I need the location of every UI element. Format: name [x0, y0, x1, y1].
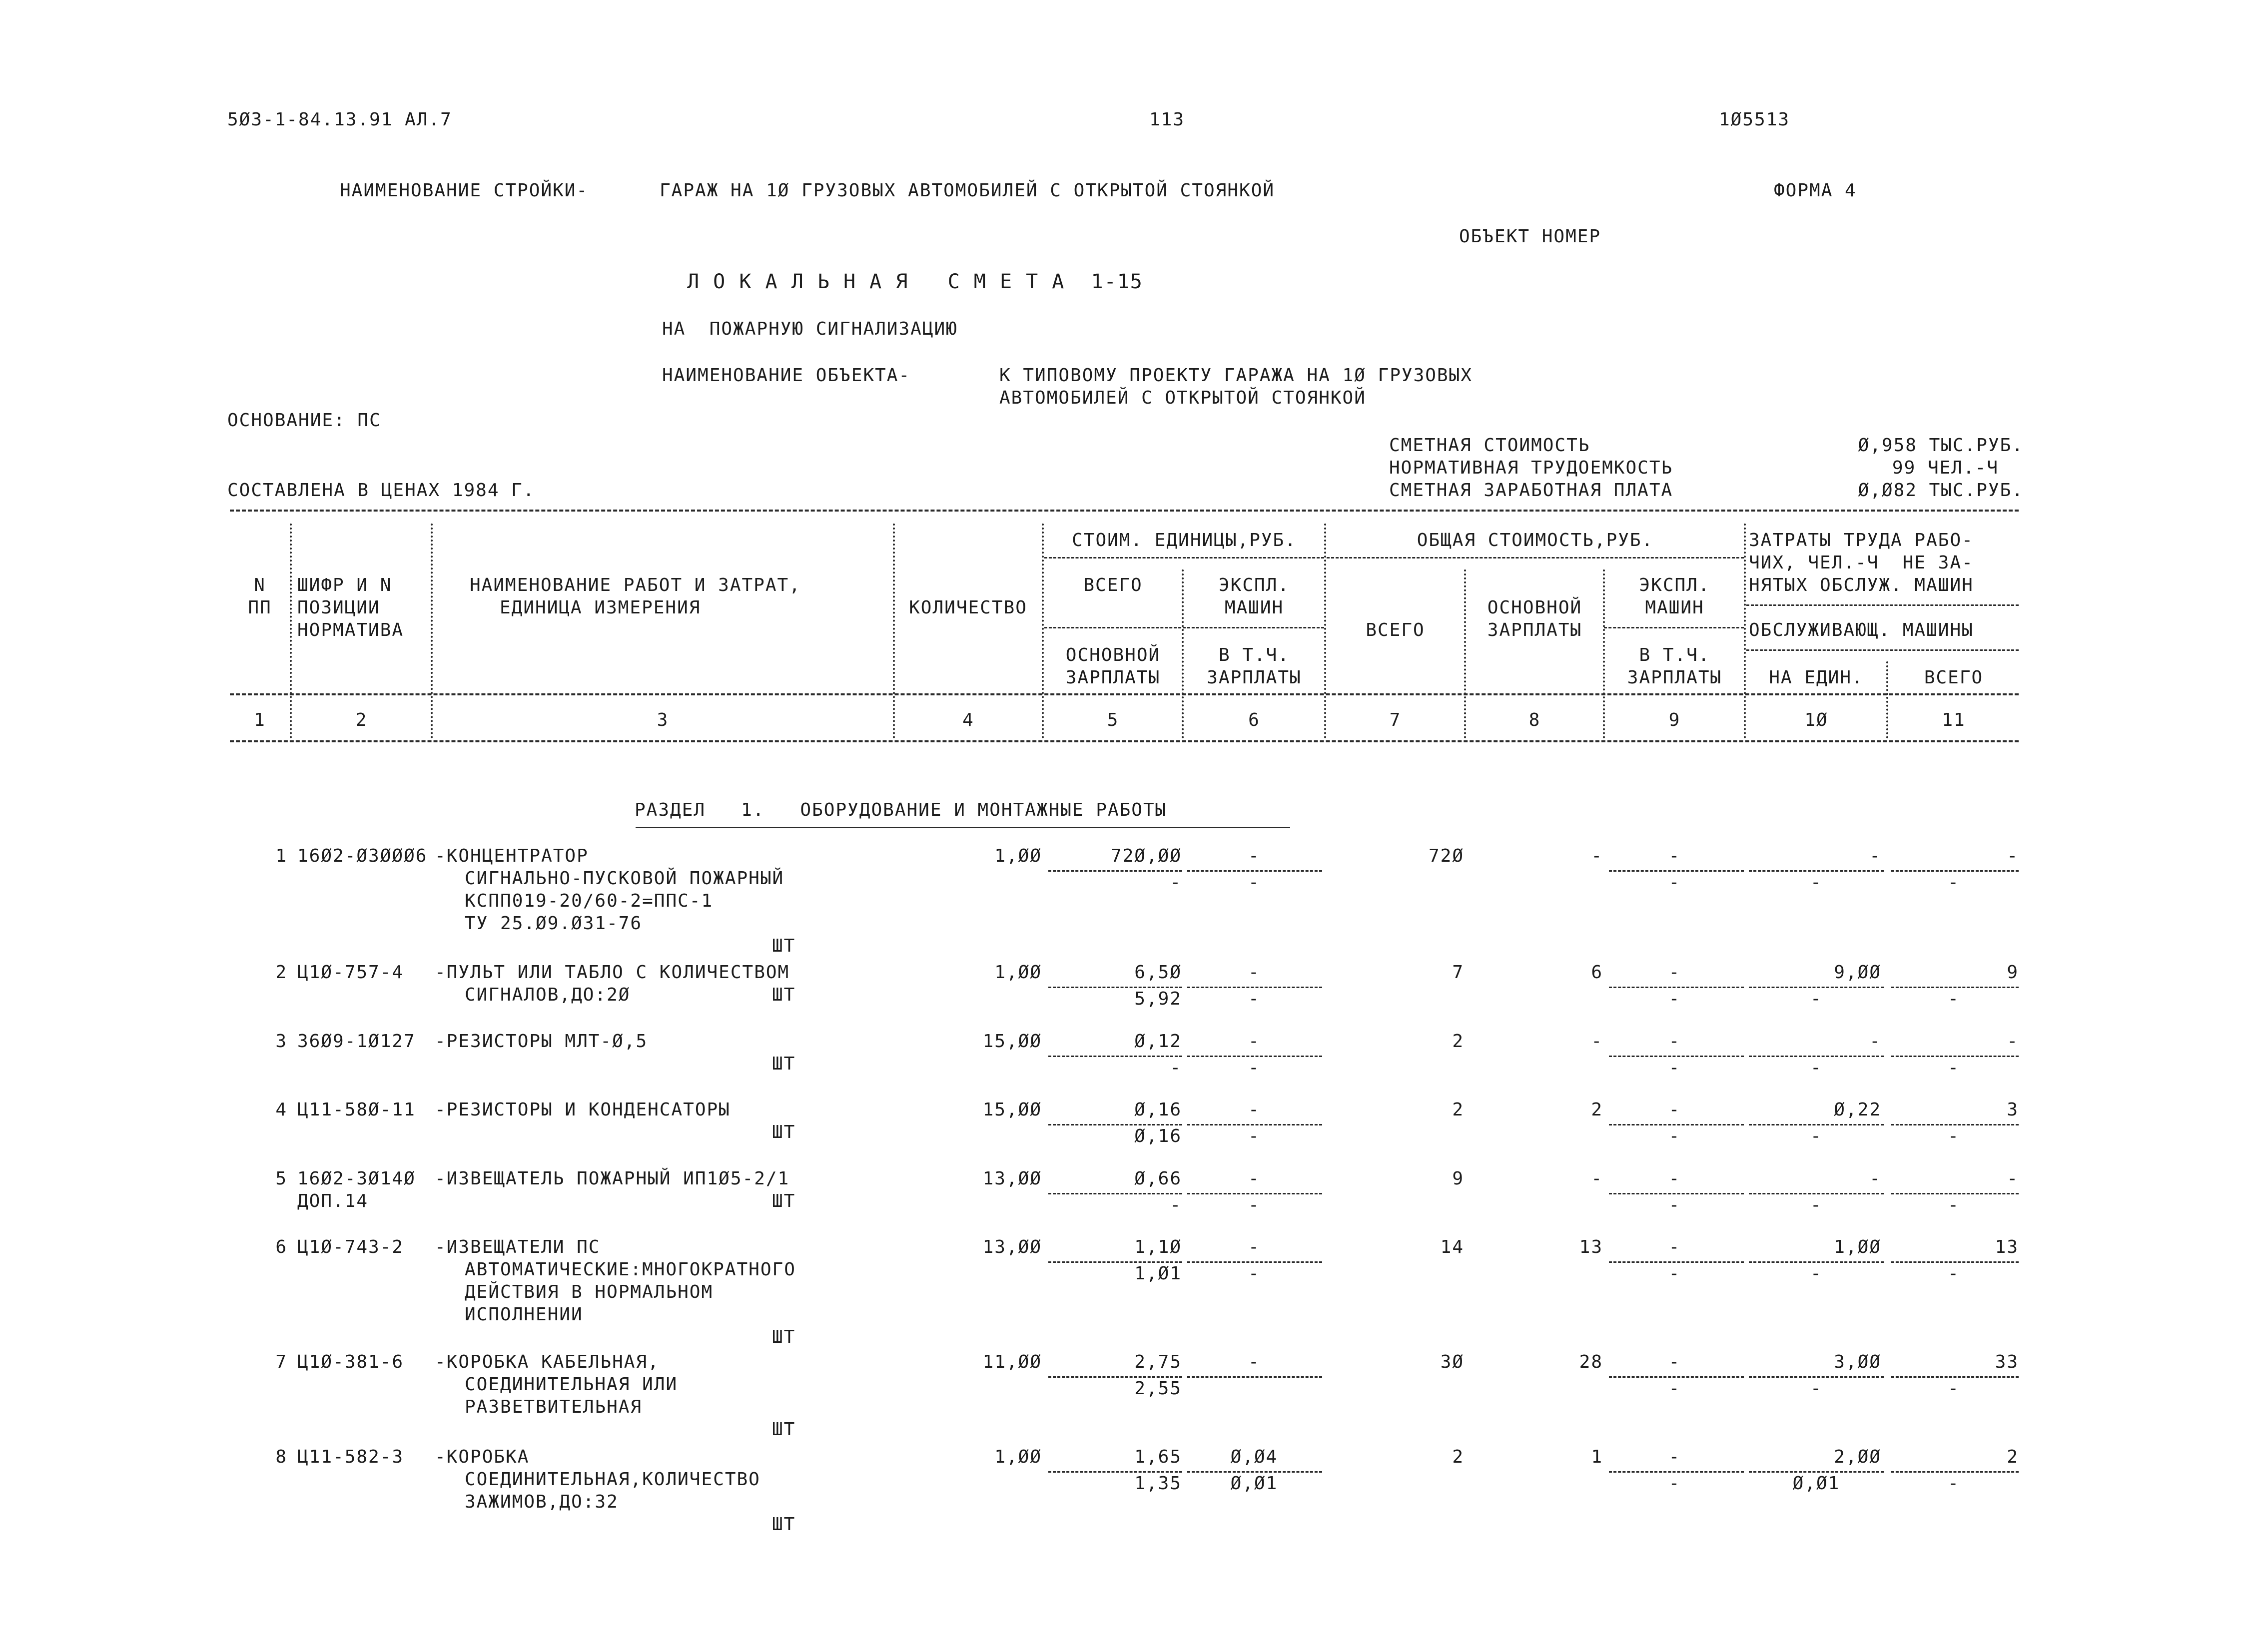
row-total-wage: - — [1591, 1168, 1603, 1189]
row-total-mach-wage: - — [1668, 989, 1681, 1009]
col4-head: КОЛИЧЕСТВО — [909, 597, 1027, 618]
row-labor-unit: 3,ØØ — [1834, 1352, 1881, 1372]
col2-head-3: НОРМАТИВА — [297, 620, 404, 640]
row-unit: ШТ — [772, 936, 796, 956]
row-unit-cost: 72Ø,ØØ — [1110, 846, 1182, 866]
row-total-mach: - — [1668, 1031, 1681, 1052]
col5-head: ВСЕГО — [1083, 575, 1143, 595]
row-quantity: 1,ØØ — [994, 846, 1042, 866]
row-code: Ц1Ø-381-6 — [297, 1352, 404, 1372]
row-code: 16Ø2-Ø3ØØØ6 — [297, 846, 428, 866]
unit-cost-rule — [1044, 557, 1324, 558]
labor-rule-2 — [1746, 649, 2019, 651]
row-name-line: РАЗВЕТВИТЕЛЬНАЯ — [465, 1397, 643, 1417]
row-name-line: КСПП019-20/60-2=ППС-1 — [465, 891, 714, 911]
col1-head-1: N — [254, 575, 266, 595]
row-quantity: 1,ØØ — [994, 1447, 1042, 1467]
unit-cost-head: СТОИМ. ЕДИНИЦЫ,РУБ. — [1072, 530, 1297, 551]
row-number: 6 — [275, 1237, 287, 1257]
row-quantity: 13,ØØ — [982, 1168, 1042, 1189]
colnum-1: 1 — [254, 710, 266, 730]
row-total: 3Ø — [1440, 1352, 1464, 1372]
row-name-line: -КОРОБКА — [435, 1447, 530, 1467]
row-quantity: 15,ØØ — [982, 1031, 1042, 1052]
row-total: 2 — [1452, 1100, 1464, 1120]
row-unit: ШТ — [772, 1327, 796, 1347]
estimate-title: Л О К А Л Ь Н А Я С М Е Т А 1-15 — [687, 270, 1143, 293]
col9b-head-2: ЗАРПЛАТЫ — [1627, 667, 1722, 688]
colnum-3: 3 — [657, 710, 669, 730]
row-unit-wage: 1,35 — [1134, 1473, 1182, 1494]
section-title: РАЗДЕЛ 1. ОБОРУДОВАНИЕ И МОНТАЖНЫЕ РАБОТЫ — [635, 800, 1167, 820]
row-labor-unit-b: - — [1810, 989, 1822, 1009]
row-code-extra: ДОП.14 — [297, 1191, 369, 1211]
row-labor-unit: Ø,22 — [1834, 1100, 1881, 1120]
row-total-wage: - — [1591, 1031, 1603, 1052]
row-labor-unit-b: - — [1810, 1126, 1822, 1146]
colnum-10: 1Ø — [1804, 710, 1828, 730]
row-unit-mach-wage: - — [1248, 989, 1260, 1009]
row-name-line: СИГНАЛОВ,ДО:2Ø — [465, 985, 631, 1005]
row-total-mach: - — [1668, 1168, 1681, 1189]
row-total-mach-wage: - — [1668, 1058, 1681, 1078]
row-total-mach: - — [1668, 1447, 1681, 1467]
summary-value-1: Ø,958 ТЫС.РУБ. — [1858, 435, 2024, 456]
page-number: 113 — [1149, 109, 1185, 130]
labor-head-2: ЧИХ, ЧЕЛ.-Ч НЕ ЗА- — [1749, 552, 1974, 573]
row-unit-mach: - — [1248, 846, 1260, 866]
col-sep-9 — [1744, 524, 1746, 738]
row-unit-wage: - — [1170, 1058, 1182, 1078]
col-sep-10 — [1886, 661, 1888, 738]
row-labor-total-b: - — [1948, 1195, 1960, 1215]
row-labor-unit: - — [1869, 1031, 1881, 1052]
row-labor-total: 13 — [1995, 1237, 2019, 1257]
row-unit-mach: - — [1248, 1352, 1260, 1372]
row-labor-unit: 2,ØØ — [1834, 1447, 1881, 1467]
row-name-line: СОЕДИНИТЕЛЬНАЯ,КОЛИЧЕСТВО — [465, 1469, 760, 1490]
colnum-5: 5 — [1107, 710, 1119, 730]
row-unit-mach-wage: - — [1248, 1126, 1260, 1146]
colnum-11: 11 — [1942, 710, 1966, 730]
row-unit-cost: 2,75 — [1134, 1352, 1182, 1372]
unit-cost-rule-2 — [1044, 627, 1324, 628]
row-labor-total-b: - — [1948, 1126, 1960, 1146]
form-label: ФОРМА 4 — [1774, 180, 1857, 201]
row-unit-mach: - — [1248, 1100, 1260, 1120]
row-total-mach-wage: - — [1668, 1195, 1681, 1215]
row-unit-wage: - — [1170, 872, 1182, 893]
col-sep-4 — [1042, 524, 1044, 738]
row-name-line: -РЕЗИСТОРЫ МЛТ-Ø,5 — [435, 1031, 648, 1052]
row-labor-total: - — [2007, 846, 2019, 866]
row-labor-unit: - — [1869, 1168, 1881, 1189]
col-sep-6 — [1324, 524, 1326, 738]
mach-rule — [1604, 627, 1744, 628]
col-sep-2 — [431, 524, 433, 738]
row-unit-mach: - — [1248, 962, 1260, 983]
row-total-wage: 13 — [1579, 1237, 1603, 1257]
summary-value-2: 99 ЧЕЛ.-Ч — [1892, 458, 1999, 478]
row-total: 72Ø — [1428, 846, 1464, 866]
row-name-line: -КОРОБКА КАБЕЛЬНАЯ, — [435, 1352, 660, 1372]
col8-head-2: ЗАРПЛАТЫ — [1487, 620, 1582, 640]
price-basis: СОСТАВЛЕНА В ЦЕНАХ 1984 Г. — [227, 480, 535, 501]
col8-head-1: ОСНОВНОЙ — [1487, 597, 1582, 618]
doc-number: 1Ø5513 — [1719, 109, 1790, 130]
row-unit-cost: Ø,66 — [1134, 1168, 1182, 1189]
row-name-line: ЗАЖИМОВ,ДО:32 — [465, 1492, 619, 1512]
row-number: 1 — [275, 846, 287, 866]
colnum-9: 9 — [1668, 710, 1681, 730]
summary-label-2: НОРМАТИВНАЯ ТРУДОЕМКОСТЬ — [1389, 458, 1673, 478]
labor-head-4: ОБСЛУЖИВАЮЩ. МАШИНЫ — [1749, 620, 1974, 640]
row-total-mach: - — [1668, 846, 1681, 866]
row-unit-cost: 1,65 — [1134, 1447, 1182, 1467]
colnum-2: 2 — [355, 710, 368, 730]
row-unit-mach-wage: - — [1248, 872, 1260, 893]
row-unit-wage: 5,92 — [1134, 989, 1182, 1009]
row-unit-mach-wage: - — [1248, 1195, 1260, 1215]
row-unit: ШТ — [772, 1419, 796, 1440]
row-name-line: ДЕЙСТВИЯ В НОРМАЛЬНОМ — [465, 1282, 714, 1302]
row-name-line: -КОНЦЕНТРАТОР — [435, 846, 589, 866]
row-name-line: ИСПОЛНЕНИИ — [465, 1304, 583, 1325]
row-labor-total-b: - — [1948, 872, 1960, 893]
total-cost-rule — [1327, 557, 1744, 558]
col-sep-7 — [1464, 569, 1466, 738]
row-total-mach: - — [1668, 1100, 1681, 1120]
row-quantity: 13,ØØ — [982, 1237, 1042, 1257]
col-sep-5 — [1182, 569, 1184, 738]
row-total-mach-wage: - — [1668, 1126, 1681, 1146]
row-total-wage: 28 — [1579, 1352, 1603, 1372]
row-total-mach-wage: - — [1668, 1473, 1681, 1494]
col9-head-2: МАШИН — [1645, 597, 1704, 618]
row-labor-unit-b: Ø,Ø1 — [1792, 1473, 1840, 1494]
row-total: 9 — [1452, 1168, 1464, 1189]
row-total: 14 — [1440, 1237, 1464, 1257]
colnum-4: 4 — [962, 710, 974, 730]
row-name-line: АВТОМАТИЧЕСКИЕ:МНОГОКРАТНОГО — [465, 1259, 796, 1280]
col7-head: ВСЕГО — [1366, 620, 1425, 640]
row-unit-mach: Ø,Ø4 — [1230, 1447, 1278, 1467]
row-unit-mach-wage: - — [1248, 1058, 1260, 1078]
row-labor-total: - — [2007, 1168, 2019, 1189]
row-unit-mach: - — [1248, 1031, 1260, 1052]
row-labor-total: 9 — [2007, 962, 2019, 983]
row-name-line: ТУ 25.Ø9.Ø31-76 — [465, 913, 643, 934]
row-labor-unit-b: - — [1810, 1195, 1822, 1215]
labor-rule-1 — [1746, 604, 2019, 606]
col6-head-2: МАШИН — [1224, 597, 1284, 618]
construction-label: НАИМЕНОВАНИЕ СТРОЙКИ- — [340, 180, 589, 201]
row-name-line: -ИЗВЕЩАТЕЛИ ПС — [435, 1237, 601, 1257]
col3-head-1: НАИМЕНОВАНИЕ РАБОТ И ЗАТРАТ, — [470, 575, 801, 595]
row-labor-unit-b: - — [1810, 1058, 1822, 1078]
row-labor-unit: 9,ØØ — [1834, 962, 1881, 983]
row-total-wage: 1 — [1591, 1447, 1603, 1467]
row-name-line: СОЕДИНИТЕЛЬНАЯ ИЛИ — [465, 1374, 678, 1395]
row-unit-wage: 1,Ø1 — [1134, 1263, 1182, 1284]
row-name-line: -РЕЗИСТОРЫ И КОНДЕНСАТОРЫ — [435, 1100, 731, 1120]
object-number: ОБЪЕКТ НОМЕР — [1459, 226, 1601, 247]
col10-head: НА ЕДИН. — [1769, 667, 1864, 688]
row-unit-mach: - — [1248, 1237, 1260, 1257]
row-labor-total: - — [2007, 1031, 2019, 1052]
row-unit-mach-wage: Ø,Ø1 — [1230, 1473, 1278, 1494]
row-number: 5 — [275, 1168, 287, 1189]
total-cost-head: ОБЩАЯ СТОИМОСТЬ,РУБ. — [1417, 530, 1654, 551]
row-total: 2 — [1452, 1447, 1464, 1467]
row-number: 4 — [275, 1100, 287, 1120]
row-unit-wage: - — [1170, 1195, 1182, 1215]
row-unit-mach-wage: - — [1248, 1263, 1260, 1284]
object-name-line1: К ТИПОВОМУ ПРОЕКТУ ГАРАЖА НА 1Ø ГРУЗОВЫХ — [999, 365, 1473, 386]
col-sep-3 — [893, 524, 895, 738]
row-code: 16Ø2-3Ø14Ø — [297, 1168, 416, 1189]
row-unit-wage: Ø,16 — [1134, 1126, 1182, 1146]
row-total-mach: - — [1668, 962, 1681, 983]
row-labor-total: 3 — [2007, 1100, 2019, 1120]
row-code: Ц11-58Ø-11 — [297, 1100, 416, 1120]
col11-head: ВСЕГО — [1924, 667, 1984, 688]
row-labor-unit-b: - — [1810, 872, 1822, 893]
row-unit-cost: Ø,16 — [1134, 1100, 1182, 1120]
row-name-line: -ПУЛЬТ ИЛИ ТАБЛО С КОЛИЧЕСТВОМ — [435, 962, 790, 983]
row-labor-total-b: - — [1948, 989, 1960, 1009]
row-number: 7 — [275, 1352, 287, 1372]
section-underline — [636, 827, 1290, 829]
summary-value-3: Ø,Ø82 ТЫС.РУБ. — [1858, 480, 2024, 501]
row-labor-total-b: - — [1948, 1263, 1960, 1284]
row-code: Ц1Ø-757-4 — [297, 962, 404, 983]
col9b-head-1: В Т.Ч. — [1639, 645, 1710, 665]
row-unit: ШТ — [772, 1191, 796, 1211]
row-code: Ц11-582-3 — [297, 1447, 404, 1467]
row-number: 3 — [275, 1031, 287, 1052]
construction-name: ГАРАЖ НА 1Ø ГРУЗОВЫХ АВТОМОБИЛЕЙ С ОТКРЫТОЙ СТОЯНКОЙ — [660, 180, 1275, 201]
col1-head-2: ПП — [248, 597, 272, 618]
header-rule-top — [230, 510, 2019, 512]
row-labor-total-b: - — [1948, 1058, 1960, 1078]
row-total-mach-wage: - — [1668, 872, 1681, 893]
row-number: 2 — [275, 962, 287, 983]
object-name-line2: АВТОМОБИЛЕЙ С ОТКРЫТОЙ СТОЯНКОЙ — [999, 388, 1366, 408]
row-total-wage: 6 — [1591, 962, 1603, 983]
col6b-head-2: ЗАРПЛАТЫ — [1207, 667, 1302, 688]
row-labor-total-b: - — [1948, 1378, 1960, 1399]
row-name-line: -ИЗВЕЩАТЕЛЬ ПОЖАРНЫЙ ИП1Ø5-2/1 — [435, 1168, 790, 1189]
col5b-head-1: ОСНОВНОЙ — [1065, 645, 1161, 665]
row-labor-total: 33 — [1995, 1352, 2019, 1372]
col3-head-2: ЕДИНИЦА ИЗМЕРЕНИЯ — [500, 597, 701, 618]
row-total-mach-wage: - — [1668, 1378, 1681, 1399]
row-code: Ц1Ø-743-2 — [297, 1237, 404, 1257]
row-rule — [1187, 1376, 1322, 1378]
row-labor-unit: 1,ØØ — [1834, 1237, 1881, 1257]
row-labor-unit-b: - — [1810, 1378, 1822, 1399]
row-unit-cost: 6,5Ø — [1134, 962, 1182, 983]
row-total-wage: - — [1591, 846, 1603, 866]
colnum-7: 7 — [1389, 710, 1402, 730]
col2-head-2: ПОЗИЦИИ — [297, 597, 380, 618]
row-unit: ШТ — [772, 1514, 796, 1535]
row-labor-total: 2 — [2007, 1447, 2019, 1467]
row-unit: ШТ — [772, 1122, 796, 1142]
col9-head-1: ЭКСПЛ. — [1639, 575, 1710, 595]
row-total-wage: 2 — [1591, 1100, 1603, 1120]
row-unit-cost: Ø,12 — [1134, 1031, 1182, 1052]
row-quantity: 15,ØØ — [982, 1100, 1042, 1120]
row-total: 7 — [1452, 962, 1464, 983]
row-labor-unit-b: - — [1810, 1263, 1822, 1284]
row-labor-total-b: - — [1948, 1473, 1960, 1494]
col6b-head-1: В Т.Ч. — [1218, 645, 1290, 665]
object-label: НАИМЕНОВАНИЕ ОБЪЕКТА- — [662, 365, 911, 386]
row-code: 36Ø9-1Ø127 — [297, 1031, 416, 1052]
row-unit-wage: 2,55 — [1134, 1378, 1182, 1399]
colnum-6: 6 — [1248, 710, 1260, 730]
doc-code: 5Ø3-1-84.13.91 АЛ.7 — [227, 109, 452, 130]
row-quantity: 1,ØØ — [994, 962, 1042, 983]
col6-head-1: ЭКСПЛ. — [1218, 575, 1290, 595]
colnum-8: 8 — [1528, 710, 1541, 730]
row-number: 8 — [275, 1447, 287, 1467]
row-name-line: СИГНАЛЬНО-ПУСКОВОЙ ПОЖАРНЫЙ — [465, 868, 784, 889]
labor-head-3: НЯТЫХ ОБСЛУЖ. МАШИН — [1749, 575, 1974, 595]
row-unit: ШТ — [772, 985, 796, 1005]
summary-label-1: СМЕТНАЯ СТОИМОСТЬ — [1389, 435, 1590, 456]
row-unit-mach: - — [1248, 1168, 1260, 1189]
col2-head-1: ШИФР И N — [297, 575, 392, 595]
header-rule-bottom — [230, 740, 2019, 742]
col5b-head-2: ЗАРПЛАТЫ — [1065, 667, 1161, 688]
basis: ОСНОВАНИЕ: ПС — [227, 410, 381, 431]
summary-label-3: СМЕТНАЯ ЗАРАБОТНАЯ ПЛАТА — [1389, 480, 1673, 501]
row-total-mach: - — [1668, 1352, 1681, 1372]
labor-head-1: ЗАТРАТЫ ТРУДА РАБО- — [1749, 530, 1974, 551]
row-unit-cost: 1,1Ø — [1134, 1237, 1182, 1257]
row-labor-unit: - — [1869, 846, 1881, 866]
row-quantity: 11,ØØ — [982, 1352, 1042, 1372]
row-total-mach-wage: - — [1668, 1263, 1681, 1284]
col-sep-1 — [290, 524, 292, 738]
header-rule-mid — [230, 693, 2019, 695]
row-unit: ШТ — [772, 1054, 796, 1074]
col-sep-8 — [1603, 569, 1605, 738]
row-total: 2 — [1452, 1031, 1464, 1052]
row-total-mach: - — [1668, 1237, 1681, 1257]
estimate-subject: НА ПОЖАРНУЮ СИГНАЛИЗАЦИЮ — [662, 319, 958, 339]
